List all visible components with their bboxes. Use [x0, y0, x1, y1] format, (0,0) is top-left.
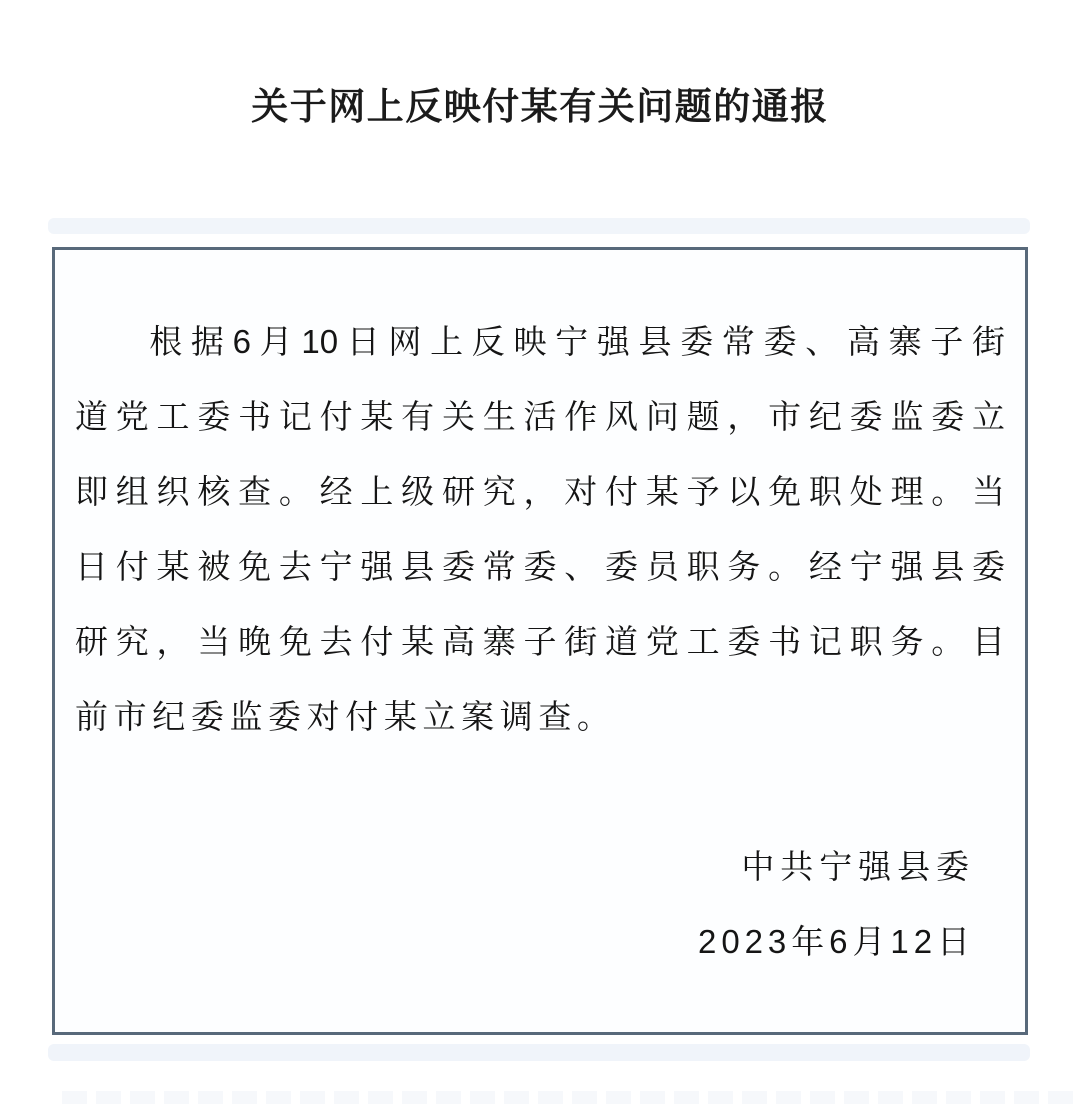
body-line: 根据6月10日网上反映宁强县委常委、高寨子街 — [149, 323, 1005, 360]
faint-watermark-row — [62, 1091, 1080, 1104]
body-line: 日付某被免去宁强县委常委、委员职务。经宁强县委 — [75, 548, 1005, 585]
decorative-stripe-top — [48, 218, 1030, 234]
body-line: 前市纪委监委对付某立案调查。 — [75, 698, 616, 735]
body-line: 即组织核查。经上级研究，对付某予以免职处理。当 — [75, 473, 1005, 510]
signature: 中共宁强县委 — [741, 848, 975, 885]
date: 2023年6月12日 — [698, 923, 975, 960]
body-line: 道党工委书记付某有关生活作风问题，市纪委监委立 — [75, 398, 1005, 435]
body-line: 研究，当晚免去付某高寨子街道党工委书记职务。目 — [75, 623, 1005, 660]
notice-title: 关于网上反映付某有关问题的通报 — [251, 85, 829, 127]
decorative-stripe-bottom — [48, 1044, 1030, 1061]
notice-body-box — [52, 247, 1028, 1035]
